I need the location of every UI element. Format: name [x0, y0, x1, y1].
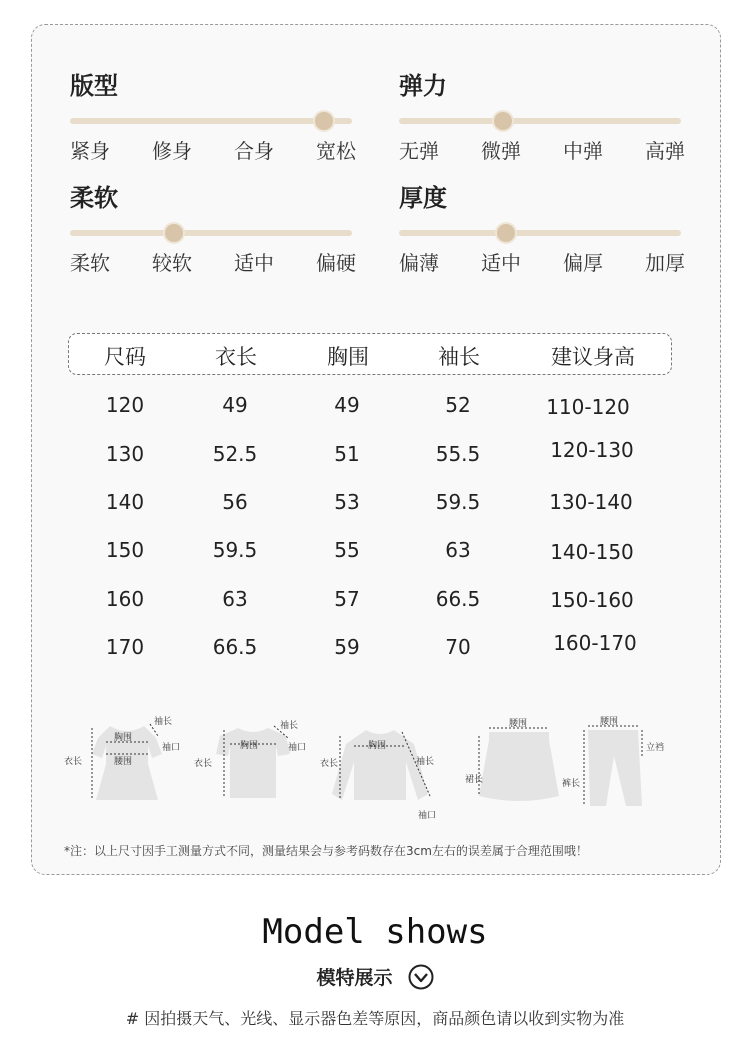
pants-icon	[562, 716, 682, 816]
table-cell: 160	[105, 587, 145, 611]
table-cell: 51	[334, 442, 360, 466]
diagram-label-length: 衣长	[194, 759, 213, 769]
model-shows-title: Model shows	[262, 912, 488, 952]
attr-option: 柔软	[70, 251, 110, 275]
table-cell: 130	[105, 442, 145, 466]
attr-track	[70, 118, 352, 124]
header-size: 尺码	[104, 345, 146, 369]
attr-option: 适中	[234, 251, 274, 275]
attr-track	[399, 118, 681, 124]
attr-softness	[70, 181, 356, 275]
attr-option: 合身	[234, 139, 274, 163]
attr-knob	[315, 112, 333, 130]
table-cell: 120-130	[550, 438, 634, 462]
attr-knob	[497, 224, 515, 242]
diagram-label-waist: 腰围	[509, 719, 528, 729]
attr-track	[70, 230, 352, 236]
diagram-label-cuff: 袖口	[418, 811, 437, 821]
attr-option: 偏硬	[316, 251, 356, 275]
table-cell: 110-120	[546, 395, 630, 419]
attr-title: 柔软	[70, 184, 118, 212]
table-cell: 59.5	[435, 490, 481, 514]
table-cell: 66.5	[435, 587, 481, 611]
size-table-body	[68, 390, 672, 670]
table-cell: 59	[334, 635, 360, 659]
attr-thickness	[399, 181, 685, 275]
table-cell: 140	[105, 490, 145, 514]
measurement-note: *注：以上尺寸因手工测量方式不同，测量结果会与参考码数存在3cm左右的误差属于合理范围哦！	[64, 844, 588, 858]
table-cell: 63	[222, 587, 248, 611]
attr-option: 适中	[481, 251, 521, 275]
attr-option: 中弹	[563, 139, 603, 163]
header-length: 衣长	[215, 345, 257, 369]
table-cell: 120	[105, 393, 145, 417]
table-cell: 49	[334, 393, 360, 417]
table-cell: 55.5	[435, 442, 481, 466]
table-cell: 70	[445, 635, 471, 659]
table-cell: 150	[105, 538, 145, 562]
attr-option: 加厚	[645, 251, 685, 275]
tshirt-icon	[190, 716, 315, 816]
color-disclaimer: # 因拍摄天气、光线、显示器色差等原因，商品颜色请以收到实物为准	[125, 1009, 625, 1028]
table-cell: 130-140	[549, 490, 633, 514]
chevron-down-circle-icon	[408, 964, 434, 990]
table-cell: 49	[222, 393, 248, 417]
attr-title: 弹力	[399, 72, 447, 100]
attr-option: 微弹	[481, 139, 521, 163]
diagram-label-rise: 立裆	[646, 743, 665, 753]
table-cell: 170	[105, 635, 145, 659]
table-cell: 59.5	[212, 538, 258, 562]
attr-option: 偏厚	[563, 251, 603, 275]
sweater-icon	[320, 716, 450, 821]
diagram-label-skirt-length: 裙长	[465, 775, 484, 785]
attr-title: 版型	[70, 72, 118, 100]
model-shows-subtitle-row	[0, 963, 750, 990]
diagram-label-chest: 胸围	[368, 741, 387, 751]
dress-icon	[62, 716, 192, 816]
diagram-label-length: 衣长	[64, 757, 83, 767]
diagram-label-chest: 胸围	[240, 741, 259, 751]
attr-option: 偏薄	[399, 251, 439, 275]
attr-option: 紧身	[70, 139, 110, 163]
diagram-label-length: 衣长	[320, 759, 339, 769]
attr-elasticity	[399, 69, 685, 163]
header-height: 建议身高	[551, 345, 635, 369]
table-cell: 63	[445, 538, 471, 562]
skirt-icon	[467, 716, 567, 816]
table-cell: 53	[334, 490, 360, 514]
measurement-diagrams	[62, 716, 682, 826]
diagram-label-sleeve: 袖长	[280, 721, 299, 731]
attr-option: 宽松	[316, 139, 356, 163]
size-table-header	[68, 333, 672, 375]
diagram-label-sleeve: 袖长	[416, 757, 435, 767]
attr-option: 无弹	[399, 139, 439, 163]
model-shows-subtitle: 模特展示	[316, 967, 393, 989]
table-cell: 160-170	[553, 631, 637, 655]
attr-title: 厚度	[399, 184, 447, 212]
diagram-label-cuff: 袖口	[162, 743, 181, 753]
table-cell: 52	[445, 393, 471, 417]
attr-knob	[165, 224, 183, 242]
attr-knob	[494, 112, 512, 130]
table-cell: 150-160	[550, 588, 634, 612]
table-cell: 55	[334, 538, 360, 562]
diagram-label-waist: 腰围	[600, 717, 619, 727]
diagram-label-waist: 腰围	[114, 757, 133, 767]
table-cell: 57	[334, 587, 360, 611]
diagram-label-pants-length: 裤长	[562, 779, 581, 789]
attr-option: 修身	[152, 139, 192, 163]
table-cell: 56	[222, 490, 248, 514]
attr-option: 高弹	[645, 139, 685, 163]
header-sleeve: 袖长	[438, 345, 480, 369]
diagram-label-cuff: 袖口	[288, 743, 307, 753]
attr-track	[399, 230, 681, 236]
table-cell: 52.5	[212, 442, 258, 466]
diagram-label-sleeve: 袖长	[154, 717, 173, 727]
attr-fit	[70, 69, 356, 163]
table-cell: 66.5	[212, 635, 258, 659]
table-cell: 140-150	[550, 540, 634, 564]
header-chest: 胸围	[327, 345, 369, 369]
attr-option: 较软	[152, 251, 192, 275]
diagram-label-chest: 胸围	[114, 733, 133, 743]
